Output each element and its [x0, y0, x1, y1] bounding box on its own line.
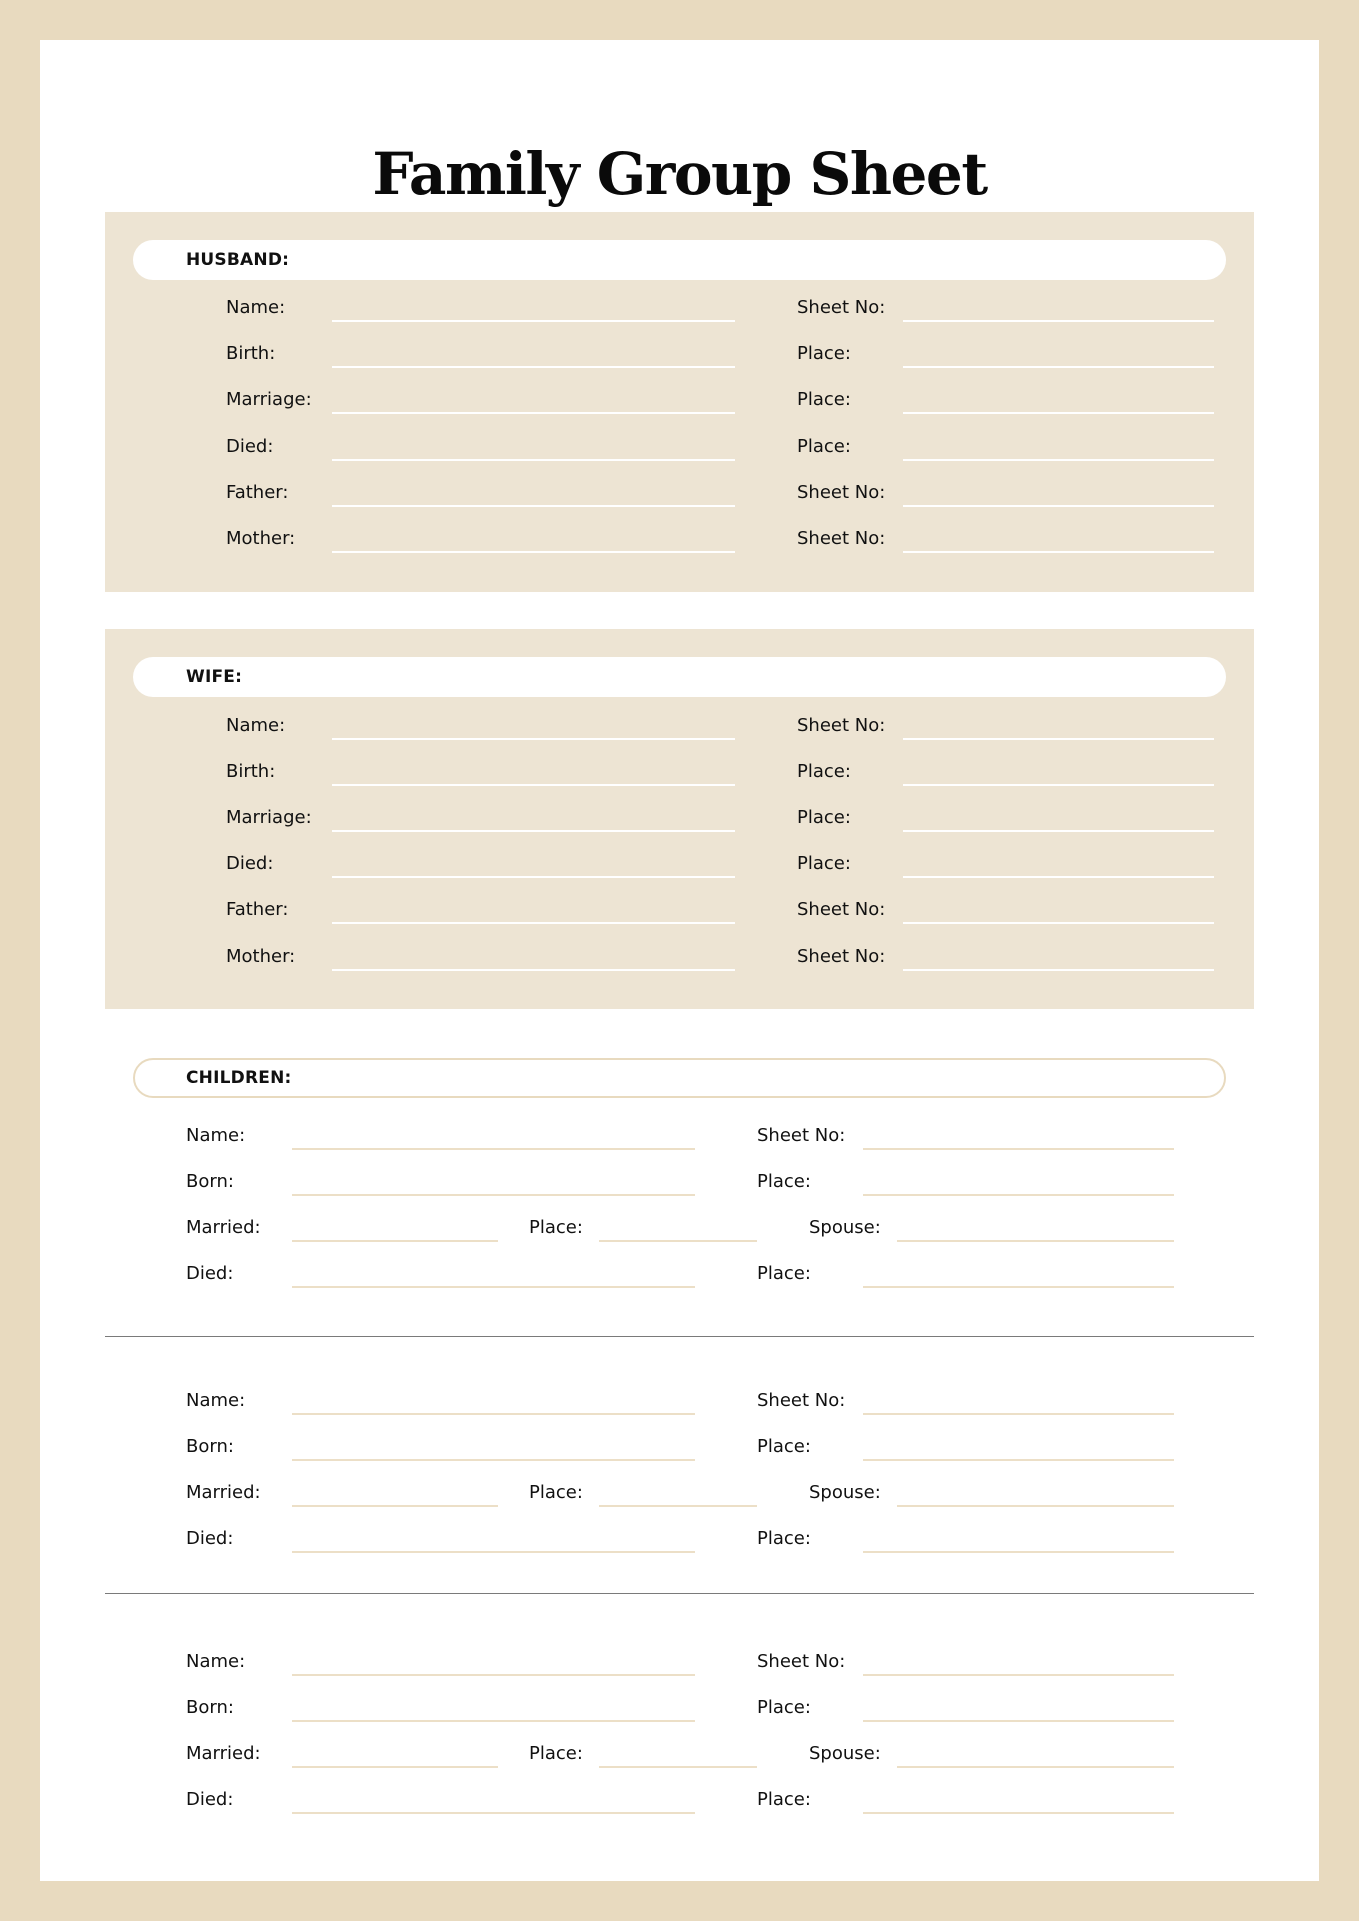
husband-marriage-place-field[interactable] [903, 412, 1214, 414]
child-entry-2 [40, 1389, 1319, 1589]
child3-name-label: Name: [186, 1651, 246, 1672]
child1-died-place-field[interactable] [863, 1286, 1174, 1288]
husband-name-field[interactable] [332, 320, 735, 322]
wife-name-field[interactable] [332, 738, 735, 740]
child1-died-label: Died: [186, 1263, 234, 1284]
child2-married-place-field[interactable] [599, 1505, 757, 1507]
child2-name-field[interactable] [292, 1413, 695, 1415]
child-entry-1 [40, 1124, 1319, 1324]
wife-sheet-field[interactable] [903, 738, 1214, 740]
husband-died-label: Died: [226, 436, 274, 457]
wife-father-field[interactable] [332, 922, 735, 924]
child1-born-field[interactable] [292, 1194, 695, 1196]
child1-born-label: Born: [186, 1171, 234, 1192]
child2-born-place-field[interactable] [863, 1459, 1174, 1461]
child-divider-1 [105, 1336, 1254, 1337]
husband-birth-place-label: Place: [797, 343, 851, 364]
child2-married-place-label: Place: [529, 1482, 583, 1503]
child3-born-place-label: Place: [757, 1697, 811, 1718]
wife-section [105, 629, 1254, 1009]
wife-died-place-field[interactable] [903, 876, 1214, 878]
wife-header-bar [133, 657, 1226, 697]
wife-birth-place-label: Place: [797, 761, 851, 782]
child1-sheet-field[interactable] [863, 1148, 1174, 1150]
wife-father-label: Father: [226, 899, 289, 920]
child3-married-place-field[interactable] [599, 1766, 757, 1768]
husband-marriage-place-label: Place: [797, 389, 851, 410]
husband-section [105, 212, 1254, 592]
husband-died-place-label: Place: [797, 436, 851, 457]
child3-row-died [40, 1788, 1319, 1818]
child3-born-field[interactable] [292, 1720, 695, 1722]
child1-row-born [40, 1170, 1319, 1200]
wife-mother-sheet-field[interactable] [903, 969, 1214, 971]
child1-name-field[interactable] [292, 1148, 695, 1150]
child2-died-field[interactable] [292, 1551, 695, 1553]
child1-married-field[interactable] [292, 1240, 498, 1242]
page-title: Family Group Sheet [372, 140, 987, 208]
child3-married-field[interactable] [292, 1766, 498, 1768]
child3-born-label: Born: [186, 1697, 234, 1718]
husband-died-place-field[interactable] [903, 459, 1214, 461]
husband-died-field[interactable] [332, 459, 735, 461]
wife-mother-field[interactable] [332, 969, 735, 971]
husband-father-label: Father: [226, 482, 289, 503]
husband-sheet-label: Sheet No: [797, 297, 886, 318]
wife-marriage-place-field[interactable] [903, 830, 1214, 832]
child1-row-married [40, 1216, 1319, 1246]
children-header-bar [133, 1058, 1226, 1098]
husband-birth-place-field[interactable] [903, 366, 1214, 368]
wife-row-marriage [105, 806, 1254, 836]
child3-row-born [40, 1696, 1319, 1726]
wife-died-field[interactable] [332, 876, 735, 878]
child1-died-field[interactable] [292, 1286, 695, 1288]
child1-born-place-label: Place: [757, 1171, 811, 1192]
child2-spouse-field[interactable] [897, 1505, 1174, 1507]
children-header-label: CHILDREN: [186, 1068, 292, 1088]
child3-died-field[interactable] [292, 1812, 695, 1814]
husband-birth-field[interactable] [332, 366, 735, 368]
child-divider-2 [105, 1593, 1254, 1594]
child1-married-place-field[interactable] [599, 1240, 757, 1242]
child3-row-name [40, 1650, 1319, 1680]
child1-died-place-label: Place: [757, 1263, 811, 1284]
wife-mother-sheet-label: Sheet No: [797, 946, 886, 967]
child1-married-place-label: Place: [529, 1217, 583, 1238]
wife-birth-place-field[interactable] [903, 784, 1214, 786]
husband-marriage-field[interactable] [332, 412, 735, 414]
child2-row-born [40, 1435, 1319, 1465]
husband-father-sheet-field[interactable] [903, 505, 1214, 507]
child1-row-name [40, 1124, 1319, 1154]
wife-row-birth [105, 760, 1254, 790]
husband-father-sheet-label: Sheet No: [797, 482, 886, 503]
wife-died-place-label: Place: [797, 853, 851, 874]
wife-row-name [105, 714, 1254, 744]
child1-born-place-field[interactable] [863, 1194, 1174, 1196]
wife-birth-label: Birth: [226, 761, 276, 782]
child2-married-label: Married: [186, 1482, 261, 1503]
child2-died-label: Died: [186, 1528, 234, 1549]
wife-marriage-place-label: Place: [797, 807, 851, 828]
child1-married-label: Married: [186, 1217, 261, 1238]
child2-born-field[interactable] [292, 1459, 695, 1461]
child1-sheet-label: Sheet No: [757, 1125, 846, 1146]
wife-mother-label: Mother: [226, 946, 296, 967]
husband-row-marriage [105, 388, 1254, 418]
wife-marriage-label: Marriage: [226, 807, 312, 828]
wife-row-father [105, 898, 1254, 928]
child2-born-label: Born: [186, 1436, 234, 1457]
child2-row-died [40, 1527, 1319, 1557]
wife-header-label: WIFE: [186, 667, 243, 687]
husband-mother-sheet-label: Sheet No: [797, 528, 886, 549]
child2-died-place-label: Place: [757, 1528, 811, 1549]
wife-father-sheet-label: Sheet No: [797, 899, 886, 920]
wife-sheet-label: Sheet No: [797, 715, 886, 736]
child3-name-field[interactable] [292, 1674, 695, 1676]
husband-row-mother [105, 527, 1254, 557]
wife-father-sheet-field[interactable] [903, 922, 1214, 924]
wife-died-label: Died: [226, 853, 274, 874]
child1-spouse-field[interactable] [897, 1240, 1174, 1242]
child2-sheet-label: Sheet No: [757, 1390, 846, 1411]
child2-name-label: Name: [186, 1390, 246, 1411]
form-page [40, 40, 1319, 1881]
wife-birth-field[interactable] [332, 784, 735, 786]
child3-spouse-field[interactable] [897, 1766, 1174, 1768]
child3-row-married [40, 1742, 1319, 1772]
husband-name-label: Name: [226, 297, 286, 318]
husband-header-bar [133, 240, 1226, 280]
child3-married-place-label: Place: [529, 1743, 583, 1764]
husband-header-label: HUSBAND: [186, 250, 290, 270]
child3-married-label: Married: [186, 1743, 261, 1764]
wife-row-died [105, 852, 1254, 882]
child3-spouse-label: Spouse: [809, 1743, 881, 1764]
child3-sheet-field[interactable] [863, 1674, 1174, 1676]
child3-died-place-field[interactable] [863, 1812, 1174, 1814]
husband-marriage-label: Marriage: [226, 389, 312, 410]
child1-name-label: Name: [186, 1125, 246, 1146]
child2-spouse-label: Spouse: [809, 1482, 881, 1503]
wife-name-label: Name: [226, 715, 286, 736]
child3-born-place-field[interactable] [863, 1720, 1174, 1722]
husband-row-name [105, 296, 1254, 326]
child3-sheet-label: Sheet No: [757, 1651, 846, 1672]
child3-died-place-label: Place: [757, 1789, 811, 1810]
child1-row-died [40, 1262, 1319, 1292]
child-entry-3 [40, 1650, 1319, 1850]
child2-born-place-label: Place: [757, 1436, 811, 1457]
child2-married-field[interactable] [292, 1505, 498, 1507]
husband-mother-sheet-field[interactable] [903, 551, 1214, 553]
child2-row-married [40, 1481, 1319, 1511]
husband-row-father [105, 481, 1254, 511]
husband-father-field[interactable] [332, 505, 735, 507]
child3-died-label: Died: [186, 1789, 234, 1810]
husband-row-birth [105, 342, 1254, 372]
child2-died-place-field[interactable] [863, 1551, 1174, 1553]
wife-marriage-field[interactable] [332, 830, 735, 832]
child2-row-name [40, 1389, 1319, 1419]
husband-mother-label: Mother: [226, 528, 296, 549]
child1-spouse-label: Spouse: [809, 1217, 881, 1238]
child2-sheet-field[interactable] [863, 1413, 1174, 1415]
wife-row-mother [105, 945, 1254, 975]
husband-sheet-field[interactable] [903, 320, 1214, 322]
husband-mother-field[interactable] [332, 551, 735, 553]
husband-birth-label: Birth: [226, 343, 276, 364]
husband-row-died [105, 435, 1254, 465]
